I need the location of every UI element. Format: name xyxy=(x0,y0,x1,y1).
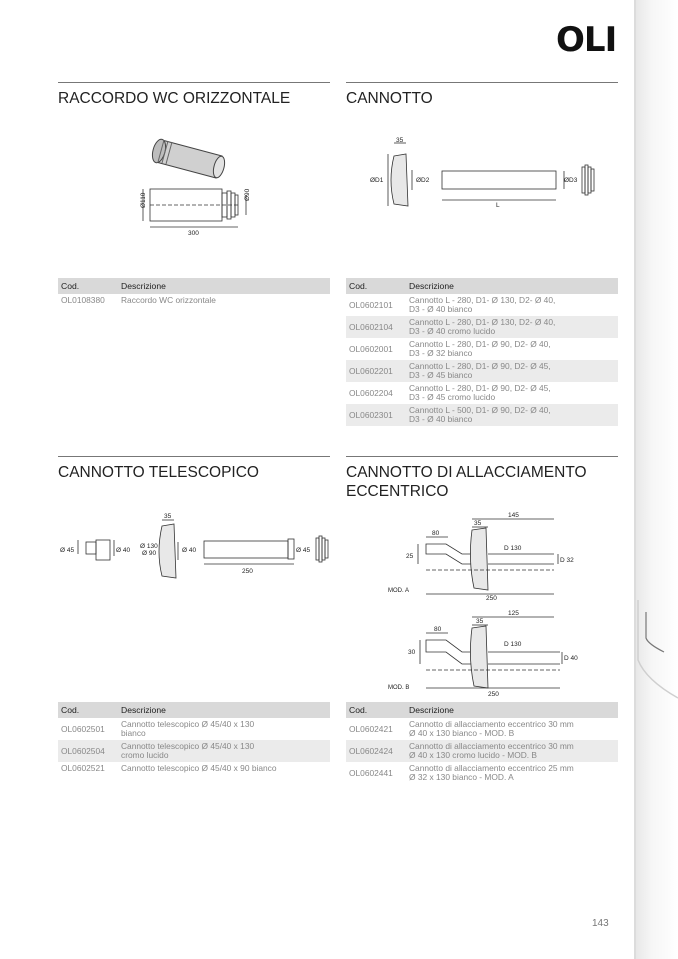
dim-d110: Ø110 xyxy=(140,192,147,208)
description-line: Cannotto L - 500, D1- Ø 90, D2- Ø 40, xyxy=(409,405,551,415)
dim-d3: ØD3 xyxy=(564,177,578,184)
product-code: OL0602104 xyxy=(346,316,406,338)
product-description xyxy=(406,740,618,762)
table-header-row xyxy=(346,278,618,294)
product-description xyxy=(406,382,618,404)
section-rule xyxy=(346,82,618,83)
eccentrico-table xyxy=(346,702,618,784)
dim-35: 35 xyxy=(476,618,484,625)
dim-d40a: Ø 40 xyxy=(116,547,131,554)
table-row xyxy=(346,294,618,316)
description-line: Cannotto di allacciamento eccentrico 30 mm xyxy=(409,741,574,751)
dim-d40: D 40 xyxy=(564,655,578,662)
description-line: Cannotto telescopico Ø 45/40 x 130 xyxy=(121,719,255,729)
table-row xyxy=(58,294,330,307)
dim-35: 35 xyxy=(164,513,172,520)
section-title: CANNOTTO TELESCOPICO xyxy=(58,464,259,481)
description-line: Ø 40 x 130 cromo lucido - MOD. B xyxy=(409,750,537,760)
raccordo-wc-drawing xyxy=(128,128,251,240)
brand-logo xyxy=(556,22,624,58)
dim-145: 145 xyxy=(508,512,519,519)
section-title: CANNOTTO xyxy=(346,90,433,107)
table-row xyxy=(346,360,618,382)
cannotto-table xyxy=(346,278,618,426)
page-curl xyxy=(636,600,678,700)
table-row xyxy=(58,740,330,762)
column-header-code: Cod. xyxy=(346,702,406,718)
table-row xyxy=(346,718,618,740)
product-description xyxy=(406,294,618,316)
description-line: Cannotto L - 280, D1- Ø 90, D2- Ø 45, xyxy=(409,383,551,393)
raccordo-wc-table xyxy=(58,278,330,307)
eccentrico-mod-b-drawing xyxy=(386,608,580,700)
pipe-technical-view xyxy=(143,189,246,227)
mod-b-technical-view xyxy=(420,617,562,688)
page-edge xyxy=(634,0,678,959)
dim-d40b: Ø 40 xyxy=(182,547,197,554)
product-code: OL0602101 xyxy=(349,299,393,310)
dim-d45b: Ø 45 xyxy=(296,547,311,554)
table-header-row xyxy=(58,702,330,718)
section-title: RACCORDO WC ORIZZONTALE xyxy=(58,90,291,107)
dim-80: 80 xyxy=(432,530,440,537)
description-line: Cannotto di allacciamento eccentrico 25 mm xyxy=(409,763,574,773)
dim-30: 30 xyxy=(408,649,416,656)
product-code: OL0602501 xyxy=(61,723,105,734)
product-code: OL0602521 xyxy=(61,763,105,773)
cannotto-drawing xyxy=(368,134,608,214)
dim-d90: Ø 90 xyxy=(142,550,157,557)
product-code: OL0602441 xyxy=(349,767,393,778)
dim-l: L xyxy=(496,202,500,209)
table-row xyxy=(346,316,618,338)
section-rule xyxy=(346,456,618,457)
description-line: Cannotto L - 280, D1- Ø 90, D2- Ø 45, xyxy=(409,361,551,371)
dim-d2: ØD2 xyxy=(416,177,430,184)
model-label: MOD. A xyxy=(388,588,410,594)
description-line: cromo lucido xyxy=(121,750,169,760)
dim-d1: ØD1 xyxy=(370,177,384,184)
page-number: 143 xyxy=(592,918,609,929)
product-code: OL0602001 xyxy=(349,343,393,354)
pipe-3d-illustration xyxy=(150,138,227,179)
dim-35: 35 xyxy=(396,137,404,144)
dim-250: 250 xyxy=(488,691,499,698)
description-line: bianco xyxy=(121,728,146,738)
product-code: OL0602421 xyxy=(349,723,393,734)
section-rule xyxy=(58,456,330,457)
section-title-line: CANNOTTO DI ALLACCIAMENTO xyxy=(346,464,587,481)
dim-d130: D 130 xyxy=(504,641,522,648)
table-row xyxy=(58,762,330,775)
dim-d90: Ø90 xyxy=(244,188,251,201)
product-code: OL0602204 xyxy=(349,387,393,398)
description-line: D3 - Ø 40 bianco xyxy=(409,304,473,314)
table-header-row xyxy=(346,702,618,718)
description-line: Cannotto L - 280, D1- Ø 90, D2- Ø 40, xyxy=(409,339,551,349)
brand-logo-text: OLI xyxy=(556,20,617,60)
table-header-row xyxy=(58,278,330,294)
product-description xyxy=(406,316,618,338)
product-description xyxy=(406,338,618,360)
section-cannotto-telescopico xyxy=(58,456,330,482)
model-label: MOD. B xyxy=(388,685,410,691)
description-line: Ø 32 x 130 bianco - MOD. A xyxy=(409,772,514,782)
table-row xyxy=(346,338,618,360)
telescopico-drawing xyxy=(58,508,334,580)
product-description: Cannotto telescopico Ø 45/40 x 90 bianco xyxy=(121,763,277,773)
dim-d130: Ø 130 xyxy=(140,543,158,550)
column-header-description: Descrizione xyxy=(406,702,618,718)
description-line: D3 - Ø 45 bianco xyxy=(409,370,473,380)
product-description: Raccordo WC orizzontale xyxy=(121,295,216,305)
section-cannotto xyxy=(346,82,618,108)
section-title-line: ECCENTRICO xyxy=(346,483,449,500)
column-header-description: Descrizione xyxy=(118,702,330,718)
table-row xyxy=(346,740,618,762)
telescopico-table xyxy=(58,702,330,775)
section-raccordo-wc xyxy=(58,82,330,108)
dim-250: 250 xyxy=(242,568,253,575)
description-line: D3 - Ø 40 bianco xyxy=(409,414,473,424)
description-line: D3 - Ø 40 cromo lucido xyxy=(409,326,496,336)
description-line: Cannotto L - 280, D1- Ø 130, D2- Ø 40, xyxy=(409,317,556,327)
description-line: D3 - Ø 45 cromo lucido xyxy=(409,392,496,402)
section-cannotto-eccentrico xyxy=(346,456,618,501)
product-code: OL0108380 xyxy=(61,295,105,305)
description-line: Ø 40 x 130 bianco - MOD. B xyxy=(409,728,515,738)
column-header-description: Descrizione xyxy=(118,278,330,294)
product-description xyxy=(118,718,330,740)
table-row xyxy=(58,718,330,740)
table-row xyxy=(346,762,618,784)
product-description xyxy=(406,404,618,426)
eccentrico-mod-a-drawing xyxy=(386,510,580,602)
product-description xyxy=(406,360,618,382)
section-rule xyxy=(58,82,330,83)
product-description xyxy=(406,718,618,740)
dim-d32: D 32 xyxy=(560,557,574,564)
page-edge-line xyxy=(634,0,636,959)
product-description xyxy=(406,762,618,784)
table-row xyxy=(346,382,618,404)
description-line: Cannotto di allacciamento eccentrico 30 mm xyxy=(409,719,574,729)
description-line: Cannotto L - 280, D1- Ø 130, D2- Ø 40, xyxy=(409,295,556,305)
dim-d45a: Ø 45 xyxy=(60,547,75,554)
column-header-code: Cod. xyxy=(346,278,406,294)
product-description xyxy=(118,740,330,762)
dim-250: 250 xyxy=(486,595,497,602)
dim-125: 125 xyxy=(508,610,519,617)
description-line: Cannotto telescopico Ø 45/40 x 130 xyxy=(121,741,255,751)
product-code: OL0602301 xyxy=(346,404,406,426)
description-line: D3 - Ø 32 bianco xyxy=(409,348,473,358)
product-code: OL0602424 xyxy=(346,740,406,762)
column-header-code: Cod. xyxy=(58,702,118,718)
dim-d130: D 130 xyxy=(504,545,522,552)
dim-length-300: 300 xyxy=(188,230,199,237)
product-code: OL0602504 xyxy=(58,740,118,762)
table-row xyxy=(346,404,618,426)
column-header-description: Descrizione xyxy=(406,278,618,294)
cannotto-technical-view xyxy=(388,143,594,206)
dim-25: 25 xyxy=(406,553,414,560)
dim-35: 35 xyxy=(474,520,482,527)
section-title xyxy=(346,463,618,501)
product-code: OL0602201 xyxy=(346,360,406,382)
column-header-code: Cod. xyxy=(58,278,118,294)
dim-80: 80 xyxy=(434,626,442,633)
